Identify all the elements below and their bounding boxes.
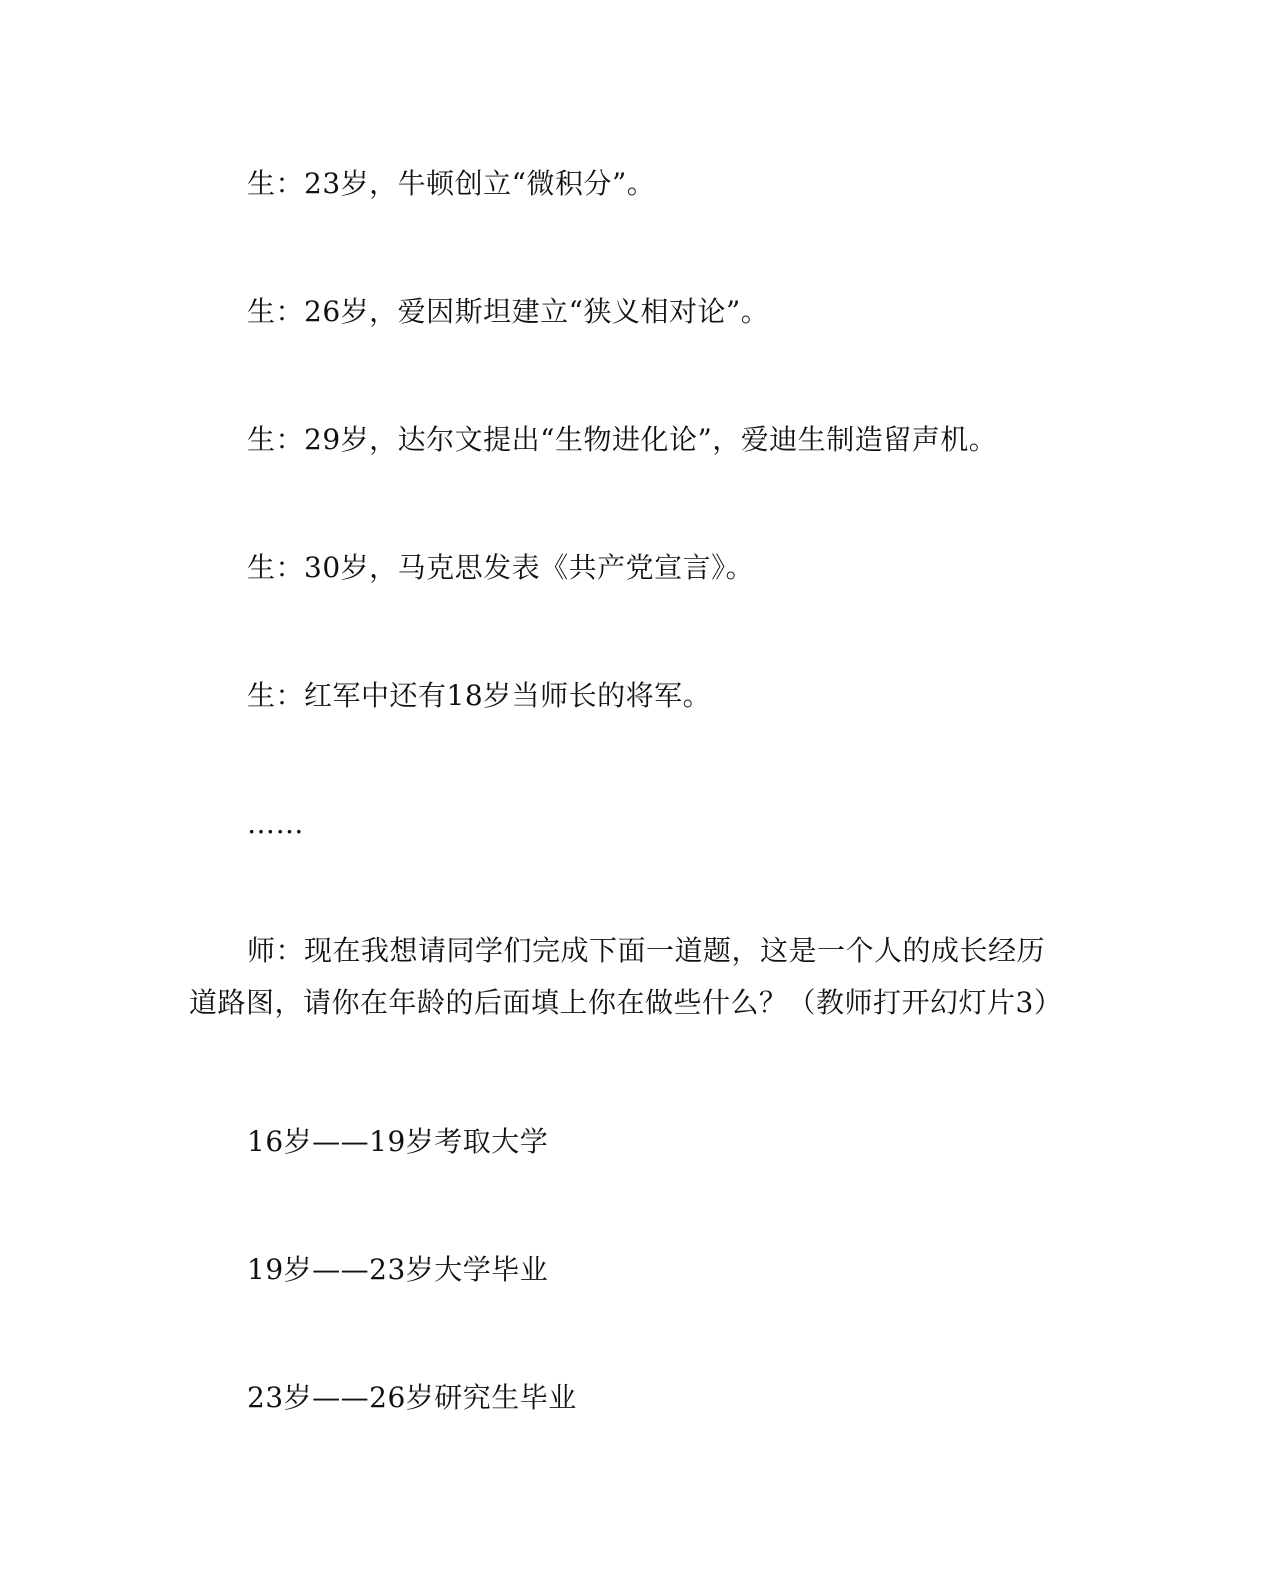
student-line-marx: 生：30岁，马克思发表《共产党宣言》。: [247, 551, 755, 584]
student-line-einstein: 生：26岁，爱因斯坦建立“狭义相对论”。: [247, 295, 770, 328]
age-range-line-19-23: 19岁——23岁大学毕业: [247, 1253, 549, 1286]
age-range-line-16-19: 16岁——19岁考取大学: [247, 1125, 549, 1158]
teacher-line-part-2: 道路图，请你在年龄的后面填上你在做些什么？（教师打开幻灯片3）: [189, 986, 1063, 1019]
teacher-line-part-1: 师：现在我想请同学们完成下面一道题，这是一个人的成长经历: [247, 934, 1046, 967]
student-line-darwin-edison: 生：29岁，达尔文提出“生物进化论”，爱迪生制造留声机。: [247, 423, 998, 456]
ellipsis-line: ……: [247, 807, 304, 840]
age-range-line-23-26: 23岁——26岁研究生毕业: [247, 1381, 577, 1414]
student-line-red-army: 生：红军中还有18岁当师长的将军。: [247, 679, 712, 712]
student-line-newton: 生：23岁，牛顿创立“微积分”。: [247, 167, 656, 200]
